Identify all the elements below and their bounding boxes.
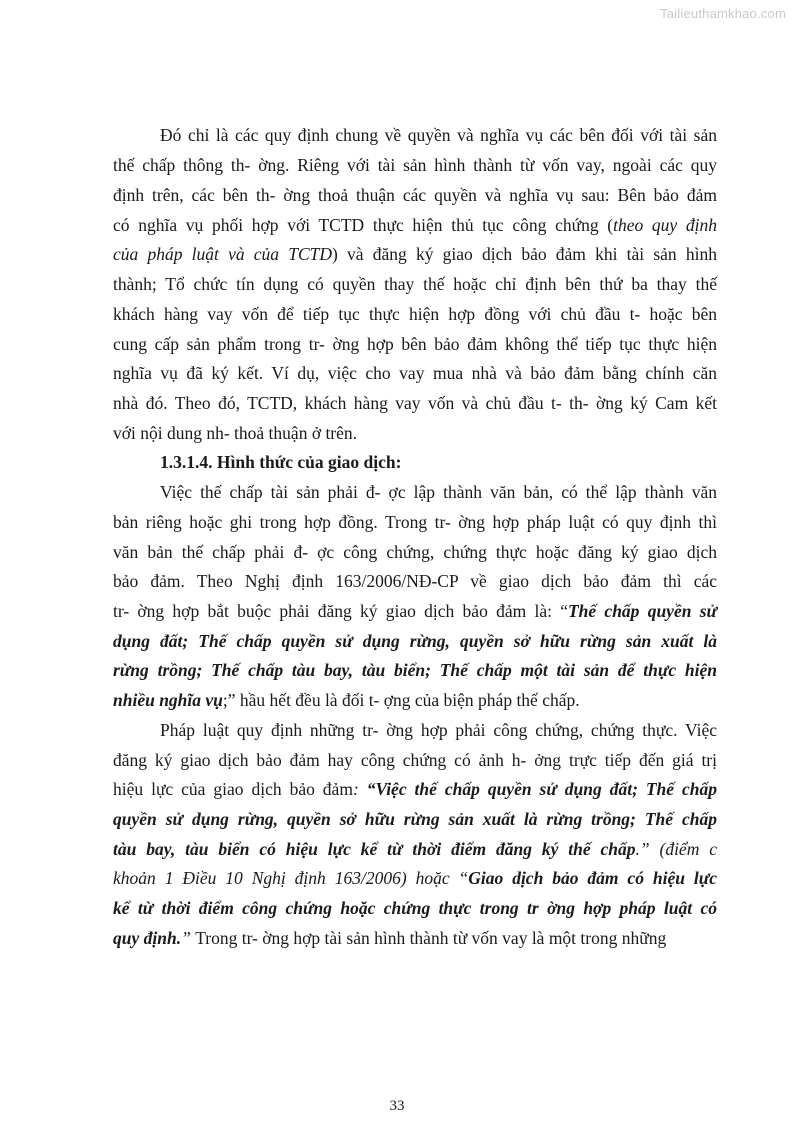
text-line xyxy=(113,273,717,295)
text-run: với nội dung nh- thoả thuận ở trên. xyxy=(113,423,358,443)
text-run: tr- ờng hợp bắt buộc phải đăng ký giao dịch bảo đảm là: “ xyxy=(113,601,568,621)
text-run: định trên, các bên th- ờng thoả thuận các quyền và nghĩa vụ sau: Bên bảo đảm xyxy=(113,185,717,205)
quoted-emphasis: kể từ thời điểm công chứng hoặc chứng thực trong tr ờng hợp pháp luật có xyxy=(113,898,717,918)
text-line xyxy=(113,689,717,711)
text-run: hiệu lực của giao dịch bảo đảm xyxy=(113,779,353,799)
text-line xyxy=(113,897,717,919)
text-run: Đó chỉ là các quy định chung về quyền và nghĩa vụ các bên đối với tài sản xyxy=(160,125,717,145)
quoted-emphasis: nhiều nghĩa vụ xyxy=(113,690,223,710)
text-line xyxy=(113,927,717,949)
text-line xyxy=(113,303,717,325)
text-line xyxy=(113,659,717,681)
text-line xyxy=(113,243,717,265)
text-line xyxy=(113,541,717,563)
text-run: 1.3.1.4. Hình thức của giao dịch: xyxy=(160,452,402,472)
text-run: bản riêng hoặc ghi trong hợp đồng. Trong tr- ờng hợp pháp luật có quy định thì xyxy=(113,512,717,532)
text-run: thế chấp thông th- ờng. Riêng với tài sản hình thành từ vốn vay, ngoài các quy xyxy=(113,155,717,175)
quoted-emphasis: quy định. xyxy=(113,928,182,948)
text-run: Việc thế chấp tài sản phải đ- ợc lập thành văn bản, có thể lập thành văn xyxy=(160,482,717,502)
text-line xyxy=(113,392,717,414)
text-line xyxy=(113,570,717,592)
quoted-emphasis: tàu bay, tàu biển có hiệu lực kể từ thời điểm đăng ký thế chấp xyxy=(113,839,636,859)
quoted-emphasis: rừng trồng; Thế chấp tàu bay, tàu biển; Thế chấp một tài sản để thực hiện xyxy=(113,660,717,680)
italic-text: : xyxy=(352,779,367,799)
text-line xyxy=(160,481,717,503)
text-line xyxy=(113,362,717,384)
text-run: khách hàng vay vốn để tiếp tục thực hiện hợp đồng với chủ đầu t- hoặc bên xyxy=(113,304,717,324)
page-number: 33 xyxy=(389,1098,405,1114)
text-run: ) và đăng ký giao dịch bảo đảm khi tài sản hình xyxy=(332,244,717,264)
text-line xyxy=(113,867,717,889)
text-run: có nghĩa vụ phối hợp với TCTD thực hiện thủ tục công chứng ( xyxy=(113,215,614,235)
text-run: bảo đảm. Theo Nghị định 163/2006/NĐ-CP về giao dịch bảo đảm thì các xyxy=(113,571,717,591)
quoted-emphasis: Thế chấp quyền sử xyxy=(567,601,717,621)
text-line xyxy=(113,749,717,771)
watermark: Tailieuthamkhao.com xyxy=(660,6,786,21)
text-run: văn bản thế chấp phải đ- ợc công chứng, chứng thực hoặc đăng ký giao dịch xyxy=(113,542,717,562)
text-line xyxy=(113,838,717,860)
italic-text: khoản 1 Điều 10 Nghị định 163/2006) hoặc “ xyxy=(113,868,469,888)
italic-text: theo quy định xyxy=(613,215,717,235)
text-run: nhà đó. Theo đó, TCTD, khách hàng vay vốn và chủ đầu t- th- ờng ký Cam kết xyxy=(113,393,717,413)
text-line xyxy=(113,154,717,176)
text-line xyxy=(113,630,717,652)
text-line xyxy=(113,422,717,444)
text-run: đăng ký giao dịch bảo đảm hay công chứng có ảnh h- ởng trực tiếp đến giá trị xyxy=(113,750,717,770)
quoted-emphasis: Giao dịch bảo đảm có hiệu lực xyxy=(468,868,718,888)
text-line xyxy=(113,333,717,355)
text-line xyxy=(160,124,717,146)
text-run: nghĩa vụ đã ký kết. Ví dụ, việc cho vay mua nhà và bảo đảm bằng chính căn xyxy=(113,363,717,383)
text-line xyxy=(113,600,717,622)
italic-text: của pháp luật và của TCTD xyxy=(113,244,333,264)
quoted-emphasis: dụng đất; Thế chấp quyền sử dụng rừng, quyền sở hữu rừng sản xuất là xyxy=(113,631,717,651)
text-run: cung cấp sản phẩm trong tr- ờng hợp bên bảo đảm không thể tiếp tục thực hiện xyxy=(113,334,717,354)
italic-text: ” xyxy=(181,928,196,948)
italic-text: .” (điểm c xyxy=(635,839,717,859)
text-run: ;” hầu hết đều là đối t- ợng của biện pháp thế chấp. xyxy=(222,690,580,710)
quoted-emphasis: “Việc thế chấp quyền sử dụng đất; Thế chấp xyxy=(366,779,718,799)
quoted-emphasis: quyền sử dụng rừng, quyền sở hữu rừng sản xuất là rừng trồng; Thế chấp xyxy=(113,809,717,829)
text-line xyxy=(113,778,717,800)
text-line xyxy=(113,511,717,533)
text-line xyxy=(113,214,717,236)
text-line xyxy=(160,719,717,741)
section-heading xyxy=(160,451,717,473)
text-run: Trong tr- ờng hợp tài sản hình thành từ vốn vay là một trong những xyxy=(195,928,667,948)
text-run: thành; Tổ chức tín dụng có quyền thay thế hoặc chỉ định bên thứ ba thay thế xyxy=(113,274,717,294)
text-line xyxy=(113,808,717,830)
text-line xyxy=(113,184,717,206)
text-run: Pháp luật quy định những tr- ờng hợp phải công chứng, chứng thực. Việc xyxy=(160,720,717,740)
